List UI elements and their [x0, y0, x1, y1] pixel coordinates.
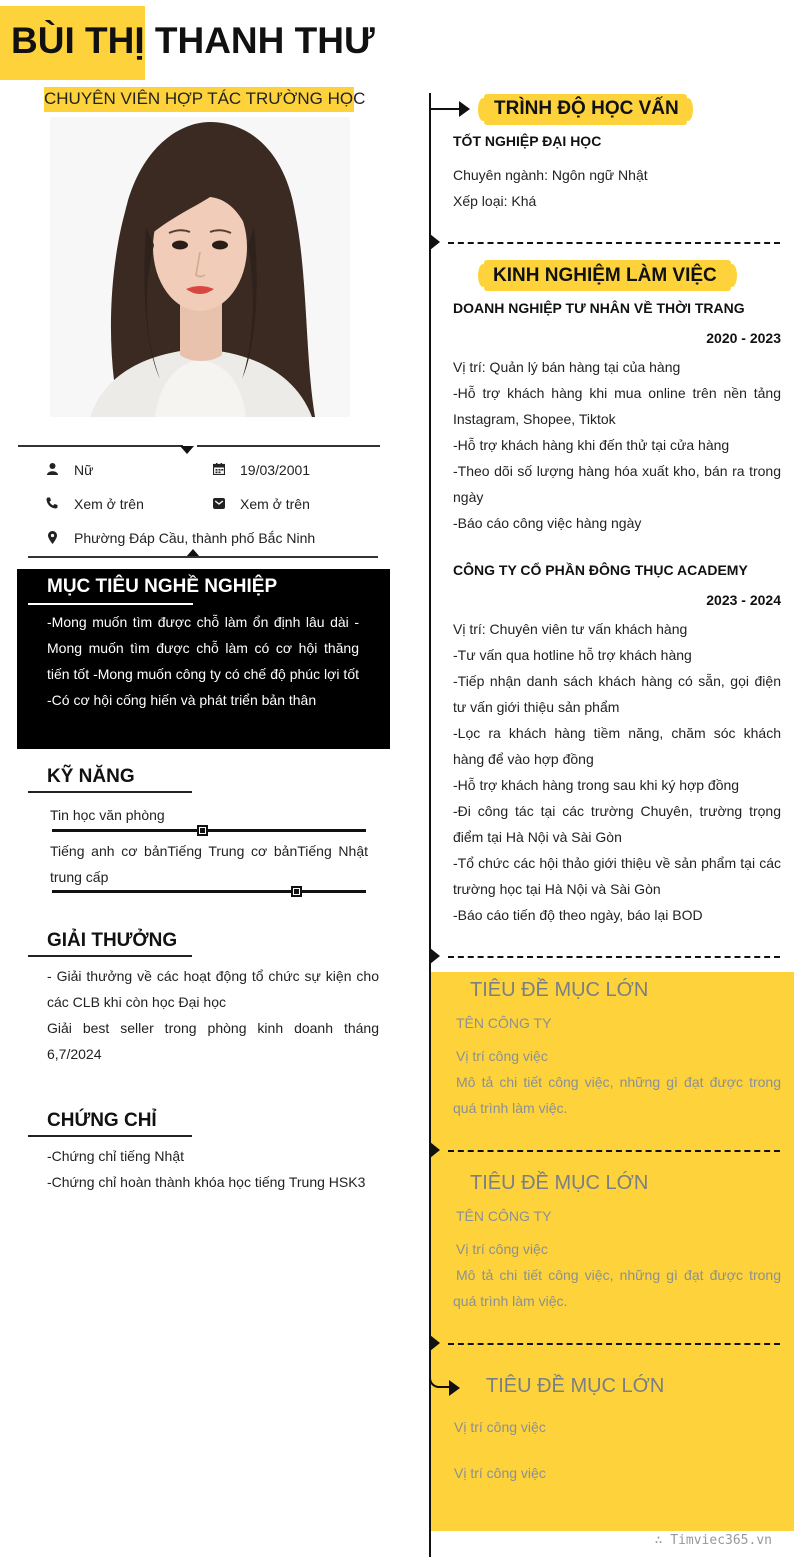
job-line: -Lọc ra khách hàng tiềm năng, chăm sóc khách hàng để vào hợp đồng: [453, 725, 781, 767]
email-value: Xem ở trên: [240, 496, 310, 512]
email-icon: [212, 496, 226, 510]
certificate-item: -Chứng chỉ hoàn thành khóa học tiếng Trung HSK3: [47, 1174, 366, 1190]
section-divider: [448, 242, 780, 244]
address-value: Phường Đáp Cầu, thành phố Bắc Ninh: [74, 530, 316, 546]
info-divider-bottom: [28, 556, 378, 558]
skill-level-handle: [291, 886, 302, 897]
job-line: -Hỗ trợ khách hàng khi đến thử tại cửa hàng: [453, 437, 730, 453]
info-divider-top-right: [197, 445, 380, 447]
placeholder-position: Vị trí công việc: [454, 1465, 546, 1481]
phone-value: Xem ở trên: [74, 496, 144, 512]
skill-bar: [52, 829, 366, 832]
award-item: - Giải thưởng về các hoạt động tổ chức sự kiện cho các CLB khi còn học Đại học: [47, 968, 379, 1010]
arrow-right-icon: [459, 101, 470, 117]
skill-label: Tiếng anh cơ bảnTiếng Trung cơ bảnTiếng Nhật trung cấp: [50, 843, 368, 885]
section-divider: [448, 1343, 780, 1345]
profile-photo: [50, 117, 350, 417]
job-line: Vị trí: Chuyên viên tư vấn khách hàng: [453, 621, 688, 637]
placeholder-position: Vị trí công việc: [454, 1419, 546, 1435]
certificates-title: CHỨNG CHỈ: [47, 1110, 157, 1131]
job-period: 2020 - 2023: [706, 330, 781, 346]
skill-label: Tin học văn phòng: [50, 807, 165, 823]
gender-value: Nữ: [74, 462, 94, 478]
placeholder-section-title: TIÊU ĐỀ MỤC LỚN: [470, 979, 649, 1001]
map-pin-icon: [45, 530, 59, 544]
calendar-icon: [212, 462, 226, 476]
placeholder-description: Mô tả chi tiết công việc, những gì đạt được trong quá trình làm việc.: [453, 1267, 781, 1309]
timeline-curve: [429, 1370, 449, 1388]
skill-bar: [52, 890, 366, 893]
candidate-name: BÙI THỊ THANH THƯ: [11, 20, 375, 61]
job-line: -Tiếp nhận danh sách khách hàng có sẵn, gọi điện tư vấn giới thiệu sản phẩm: [453, 673, 781, 715]
job-line: -Đi công tác tại các trường Chuyên, trường trọng điểm tại Hà Nội và Sài Gòn: [453, 803, 781, 845]
education-title: TRÌNH ĐỘ HỌC VẤN: [494, 98, 679, 119]
awards-title: GIẢI THƯỞNG: [47, 930, 178, 951]
placeholder-description: Mô tả chi tiết công việc, những gì đạt được trong quá trình làm việc.: [453, 1074, 781, 1116]
timeline-arrow: [430, 108, 460, 110]
objective-title: MỤC TIÊU NGHỀ NGHIỆP: [47, 576, 278, 597]
job-line: -Theo dõi số lượng hàng hóa xuất kho, bán ra trong ngày: [453, 463, 781, 505]
timeline-marker-icon: [430, 234, 440, 250]
certificate-item: -Chứng chỉ tiếng Nhật: [47, 1148, 184, 1164]
skill-level-handle: [197, 825, 208, 836]
job-company: DOANH NGHIỆP TƯ NHÂN VỀ THỜI TRANG: [453, 300, 745, 316]
placeholder-company: TÊN CÔNG TY: [456, 1208, 552, 1224]
section-divider: [448, 1150, 780, 1152]
placeholder-position: Vị trí công việc: [456, 1048, 548, 1064]
phone-icon: [45, 496, 59, 510]
job-company: CÔNG TY CỔ PHẦN ĐÔNG THỤC ACADEMY: [453, 562, 748, 578]
placeholder-section-title: TIÊU ĐỀ MỤC LỚN: [470, 1172, 649, 1194]
job-period: 2023 - 2024: [706, 592, 781, 608]
job-line: -Hỗ trợ khách hàng trong sau khi ký hợp đồng: [453, 777, 740, 793]
experience-title: KINH NGHIỆM LÀM VIỆC: [493, 265, 717, 286]
job-line: -Báo cáo tiến độ theo ngày, báo lại BOD: [453, 907, 703, 923]
education-degree: TỐT NGHIỆP ĐẠI HỌC: [453, 133, 602, 149]
job-line: -Tư vấn qua hotline hỗ trợ khách hàng: [453, 647, 692, 663]
section-divider: [448, 956, 780, 958]
education-major: Chuyên ngành: Ngôn ngữ Nhật: [453, 167, 648, 183]
arrow-right-icon: [449, 1380, 460, 1396]
birthday-value: 19/03/2001: [240, 462, 311, 478]
timeline-marker-icon: [430, 1335, 440, 1351]
job-line: -Tổ chức các hội thảo giới thiệu về sản phẩm tại các trường học tại Hà Nội và Sài Gòn: [453, 855, 781, 897]
placeholder-company: TÊN CÔNG TY: [456, 1015, 552, 1031]
watermark: ∴ Timviec365.vn: [654, 1533, 772, 1548]
timeline-marker-icon: [430, 948, 440, 964]
education-grade: Xếp loại: Khá: [453, 193, 537, 209]
placeholder-position: Vị trí công việc: [456, 1241, 548, 1257]
certificates-underline: [28, 1135, 192, 1137]
divider-arrow-down-icon: [180, 446, 194, 454]
awards-underline: [28, 955, 192, 957]
job-line: Vị trí: Quản lý bán hàng tại của hàng: [453, 359, 681, 375]
timeline-marker-icon: [430, 1142, 440, 1158]
user-icon: [45, 462, 59, 476]
objective-underline: [28, 603, 193, 605]
skills-title: KỸ NĂNG: [47, 766, 135, 787]
info-divider-top-left: [18, 445, 183, 447]
job-line: -Báo cáo công việc hàng ngày: [453, 515, 642, 531]
objective-text: -Mong muốn tìm được chỗ làm ổn định lâu dài -Mong muốn tìm được chỗ làm có cơ hội thăng tiến tốt -Mong muốn công ty có chế độ phúc lợi tốt -Có cơ hội cống hiến và phát triển bản thân: [47, 614, 359, 708]
award-item: Giải best seller trong phòng kinh doanh tháng 6,7/2024: [47, 1020, 379, 1062]
job-line: -Hỗ trợ khách hàng khi mua online trên nền tảng Instagram, Shopee, Tiktok: [453, 385, 781, 427]
job-title: CHUYÊN VIÊN HỢP TÁC TRƯỜNG HỌC: [44, 89, 366, 108]
placeholder-section-title: TIÊU ĐỀ MỤC LỚN: [486, 1375, 665, 1397]
skills-underline: [28, 791, 192, 793]
